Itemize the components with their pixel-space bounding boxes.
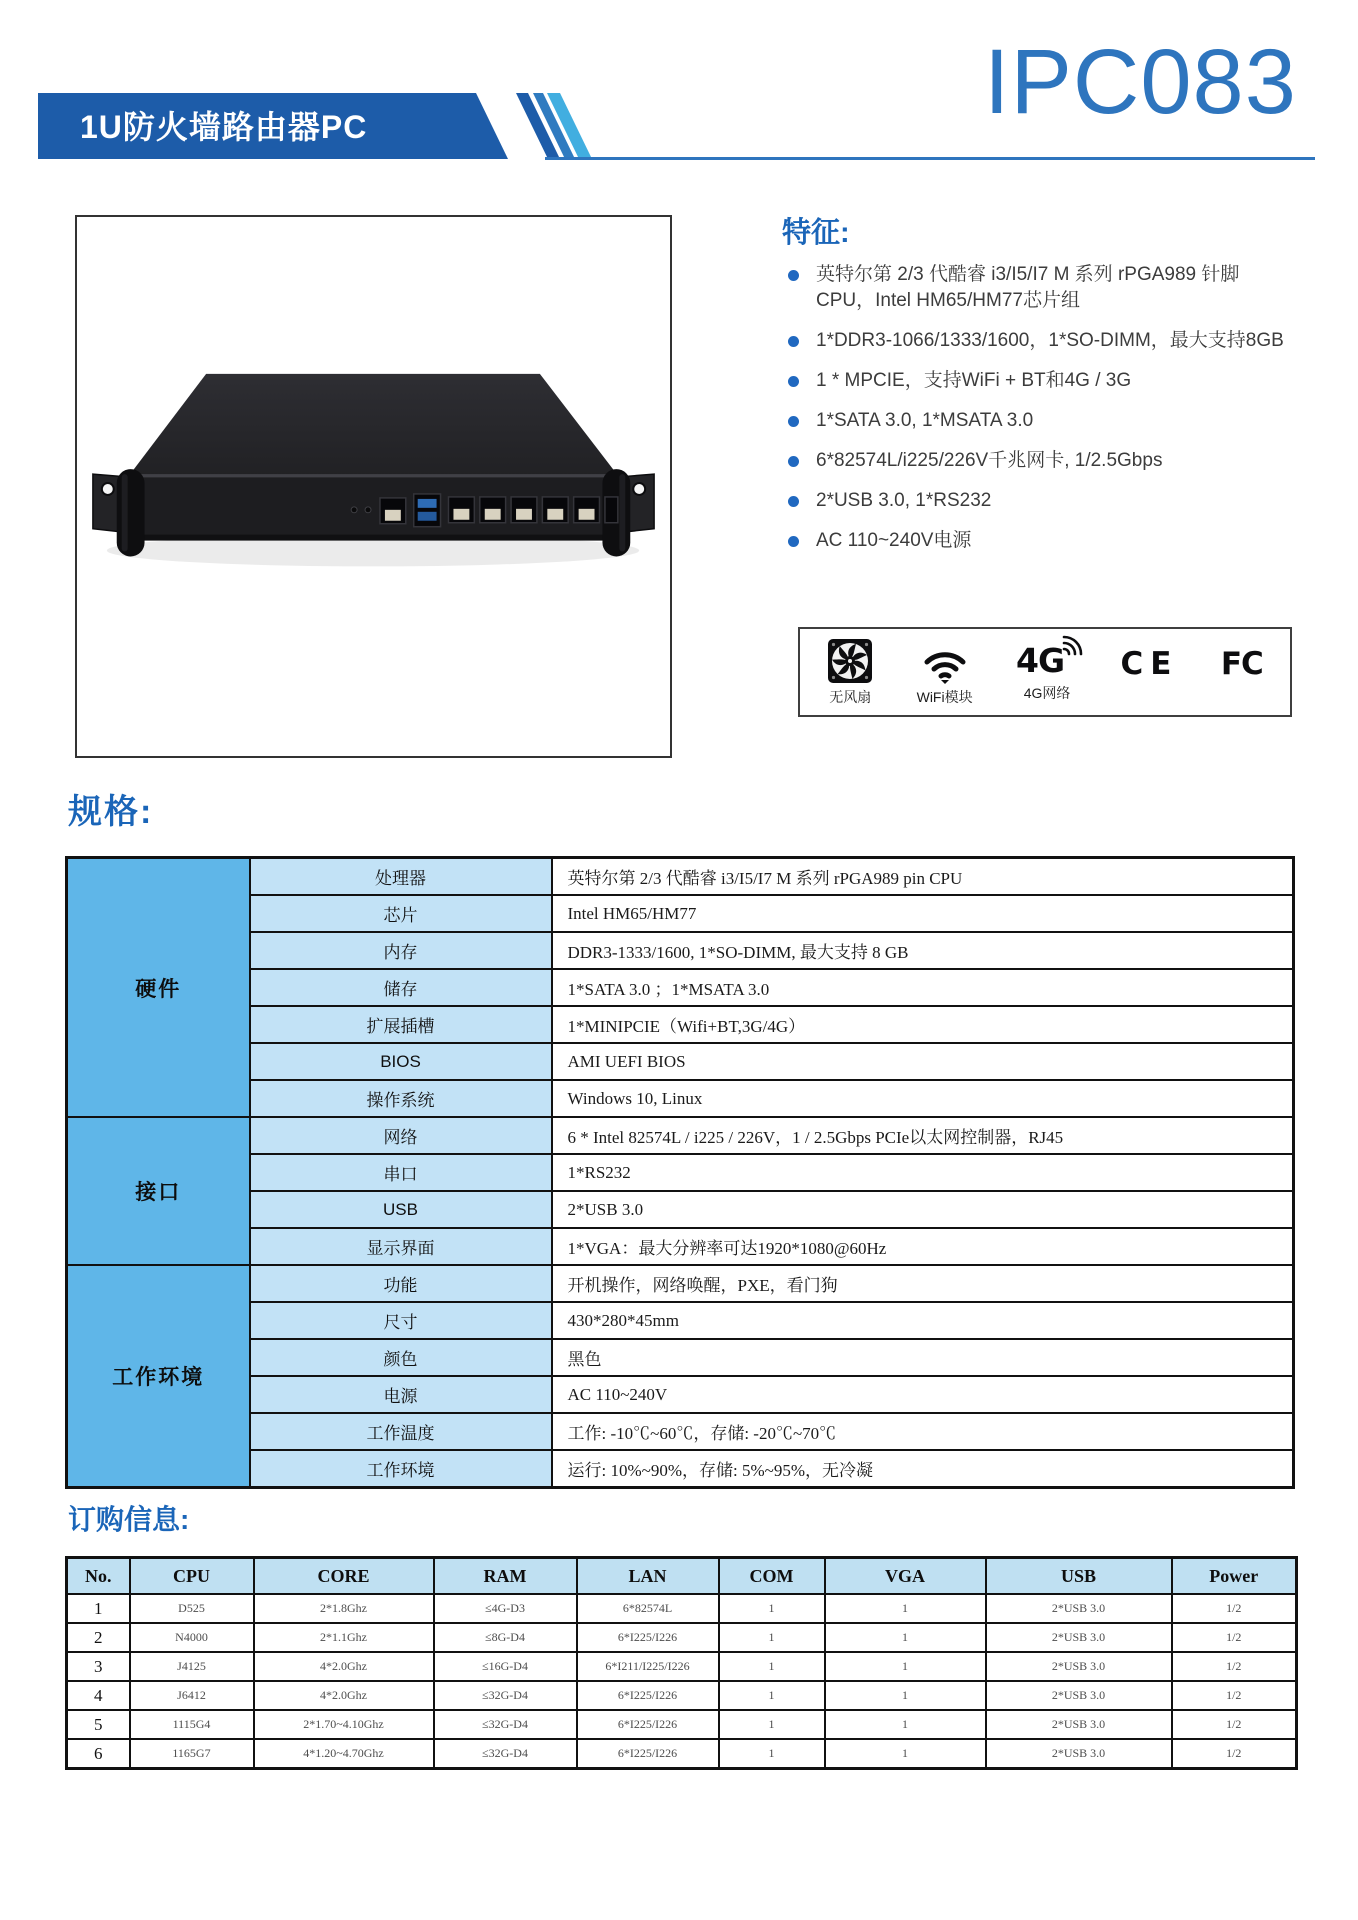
order-cell: ≤8G-D4 [434,1623,577,1652]
order-cell: 1 [67,1594,130,1623]
spec-value-cell: 1*VGA：最大分辨率可达1920*1080@60Hz [552,1228,1294,1265]
feature-text: 1*DDR3-1066/1333/1600，1*SO-DIMM，最大支持8GB [816,330,1284,351]
table-row [67,1080,1294,1117]
spec-heading: 规格: [68,793,154,831]
spec-label-cell: 网络 [250,1117,552,1154]
spec-value-cell: AC 110~240V [552,1376,1294,1413]
order-cell: 6*I225/I226 [577,1681,719,1710]
order-cell: 4*1.20~4.70Ghz [254,1739,434,1769]
feature-text: 1 * MPCIE，支持WiFi + BT和4G / 3G [816,370,1132,391]
spec-value-cell: 430*280*45mm [552,1302,1294,1339]
spec-label-cell: BIOS [250,1043,552,1080]
bullet-icon [788,496,799,507]
order-cell: 1115G4 [130,1710,254,1739]
order-cell: 6*I225/I226 [577,1739,719,1769]
spec-label-cell: 工作温度 [250,1413,552,1450]
table-row [67,1154,1294,1191]
table-row [67,858,1294,896]
order-cell: 4 [67,1681,130,1710]
table-row [67,1413,1294,1450]
spec-value-cell: 运行: 10%~90%，存储: 5%~95%，无冷凝 [552,1450,1294,1488]
spec-value-cell: Windows 10, Linux [552,1080,1294,1117]
spec-label-cell: 芯片 [250,895,552,932]
order-cell: 2*1.1Ghz [254,1623,434,1652]
order-cell: 1/2 [1172,1623,1297,1652]
spec-value-cell: 6 * Intel 82574L / i225 / 226V，1 / 2.5Gbps PCIe以太网控制器，RJ45 [552,1117,1294,1154]
order-cell: 2*USB 3.0 [986,1652,1172,1681]
order-cell: 5 [67,1710,130,1739]
order-cell: 1 [719,1710,825,1739]
spec-category-cell: 工作环境 [67,1265,250,1488]
order-cell: 2*USB 3.0 [986,1739,1172,1769]
bullet-icon [788,270,799,281]
cert-fcc [1221,646,1263,682]
bullet-icon [788,336,799,347]
order-cell: 1/2 [1172,1681,1297,1710]
product-photo-frame [75,215,672,758]
order-cell: 6*I225/I226 [577,1623,719,1652]
spec-value-cell: 2*USB 3.0 [552,1191,1294,1228]
spec-label-cell: 颜色 [250,1339,552,1376]
spec-label-cell: 尺寸 [250,1302,552,1339]
table-row [67,1450,1294,1488]
spec-table [65,856,1295,1489]
table-row [67,1710,1297,1739]
fanless-icon [827,638,873,684]
table-row [67,1594,1297,1623]
feature-item [784,408,1292,434]
4g-logo-text: 4G [1016,641,1065,680]
feature-item [784,488,1292,514]
order-heading: 订购信息: [68,1504,190,1535]
order-col-header: CPU [130,1558,254,1595]
spec-value-cell: 1*SATA 3.0 ；1*MSATA 3.0 [552,969,1294,1006]
spec-value-cell: 1*MINIPCIE（Wifi+BT,3G/4G） [552,1006,1294,1043]
order-cell: 1165G7 [130,1739,254,1769]
order-cell: 2*USB 3.0 [986,1710,1172,1739]
table-row [67,1265,1294,1302]
spec-category-cell: 接口 [67,1117,250,1265]
order-cell: 6*I225/I226 [577,1710,719,1739]
order-cell: 1 [825,1739,986,1769]
order-cell: 1 [719,1652,825,1681]
order-col-header: CORE [254,1558,434,1595]
table-row [67,1228,1294,1265]
table-row [67,1376,1294,1413]
bullet-icon [788,376,799,387]
feature-text: 2*USB 3.0, 1*RS232 [816,490,992,511]
spec-label-cell: 电源 [250,1376,552,1413]
header-divider [545,157,1315,160]
order-cell: 1 [825,1681,986,1710]
table-row [67,1043,1294,1080]
feature-text: AC 110~240V电源 [816,530,972,551]
order-cell: 4*2.0Ghz [254,1652,434,1681]
page-title: 1U防火墙路由器PC [80,109,368,145]
order-cell: 2*USB 3.0 [986,1594,1172,1623]
table-row [67,969,1294,1006]
ce-mark-icon: CE [1120,646,1179,682]
table-row [67,1191,1294,1228]
order-cell: 3 [67,1652,130,1681]
order-col-header: USB [986,1558,1172,1595]
order-cell: 1 [719,1681,825,1710]
order-cell: ≤32G-D4 [434,1681,577,1710]
cert-fanless [827,638,873,707]
table-row [67,1739,1297,1769]
order-cell: 1 [825,1710,986,1739]
feature-text: 1*SATA 3.0, 1*MSATA 3.0 [816,410,1034,431]
order-table [65,1556,1298,1770]
table-row [67,1623,1297,1652]
spec-label-cell: 扩展插槽 [250,1006,552,1043]
table-row [67,1006,1294,1043]
order-cell: ≤16G-D4 [434,1652,577,1681]
order-cell: 1/2 [1172,1594,1297,1623]
bullet-icon [788,416,799,427]
spec-label-cell: 处理器 [250,858,552,896]
spec-value-cell: AMI UEFI BIOS [552,1043,1294,1080]
order-col-header: No. [67,1558,130,1595]
feature-item [784,368,1292,394]
features-heading: 特征: [782,217,850,249]
order-cell: 2*1.8Ghz [254,1594,434,1623]
spec-value-cell: 开机操作，网络唤醒，PXE，看门狗 [552,1265,1294,1302]
feature-item [784,448,1292,474]
spec-label-cell: 显示界面 [250,1228,552,1265]
spec-label-cell: 储存 [250,969,552,1006]
table-row [67,1302,1294,1339]
order-cell: 4*2.0Ghz [254,1681,434,1710]
feature-item [784,262,1292,314]
order-header-row [67,1558,1297,1595]
feature-text: 英特尔第 2/3 代酷睿 i3/I5/I7 M 系列 rPGA989 针脚CPU，Intel HM65/HM77芯片组 [816,264,1240,311]
feature-item [784,328,1292,354]
table-row [67,1652,1297,1681]
spec-label-cell: 串口 [250,1154,552,1191]
cert-4g [1016,641,1078,703]
order-cell: J6412 [130,1681,254,1710]
cert-wifi [916,638,974,707]
order-cell: 1/2 [1172,1739,1297,1769]
order-cell: 1 [825,1623,986,1652]
order-cell: ≤32G-D4 [434,1710,577,1739]
order-cell: 1/2 [1172,1652,1297,1681]
table-row [67,932,1294,969]
order-cell: ≤32G-D4 [434,1739,577,1769]
fanless-label: 无风扇 [829,688,872,705]
4g-network-icon [1016,641,1078,680]
spec-value-cell: Intel HM65/HM77 [552,895,1294,932]
order-cell: 1 [825,1652,986,1681]
spec-value-cell: 1*RS232 [552,1154,1294,1191]
spec-value-cell: 黑色 [552,1339,1294,1376]
order-cell: 2*1.70~4.10Ghz [254,1710,434,1739]
spec-label-cell: 功能 [250,1265,552,1302]
wifi-label: WiFi模块 [916,688,973,705]
order-cell: ≤4G-D3 [434,1594,577,1623]
order-cell: 2*USB 3.0 [986,1681,1172,1710]
spec-value-cell: 英特尔第 2/3 代酷睿 i3/I5/I7 M 系列 rPGA989 pin CPU [552,858,1294,896]
chassis-illustration-icon [77,217,670,756]
order-cell: 6 [67,1739,130,1769]
order-cell: 2*USB 3.0 [986,1623,1172,1652]
order-col-header: LAN [577,1558,719,1595]
order-cell: 1 [719,1739,825,1769]
spec-label-cell: 操作系统 [250,1080,552,1117]
order-cell: 1 [719,1623,825,1652]
spec-value-cell: 工作: -10℃~60℃，存储: -20℃~70℃ [552,1413,1294,1450]
order-cell: N4000 [130,1623,254,1652]
order-col-header: Power [1172,1558,1297,1595]
order-cell: 6*82574L [577,1594,719,1623]
certification-strip [798,627,1292,717]
product-model: IPC083 [984,31,1297,133]
fcc-mark-icon: FC [1220,646,1263,682]
order-col-header: RAM [434,1558,577,1595]
table-row [67,895,1294,932]
feature-text: 6*82574L/i225/226V千兆网卡, 1/2.5Gbps [816,450,1163,471]
order-cell: J4125 [130,1652,254,1681]
order-cell: 2 [67,1623,130,1652]
spec-label-cell: 内存 [250,932,552,969]
order-cell: 1 [825,1594,986,1623]
order-cell: D525 [130,1594,254,1623]
bullet-icon [788,456,799,467]
order-col-header: VGA [825,1558,986,1595]
order-col-header: COM [719,1558,825,1595]
spec-value-cell: DDR3-1333/1600, 1*SO-DIMM, 最大支持 8 GB [552,932,1294,969]
table-row [67,1339,1294,1376]
order-cell: 6*I211/I225/I226 [577,1652,719,1681]
order-cell: 1 [719,1594,825,1623]
4g-signal-arcs-icon [1060,632,1084,656]
feature-item [784,528,1292,554]
table-row [67,1681,1297,1710]
table-row [67,1117,1294,1154]
spec-label-cell: USB [250,1191,552,1228]
feature-list [784,262,1292,568]
bullet-icon [788,536,799,547]
spec-label-cell: 工作环境 [250,1450,552,1488]
spec-category-cell: 硬件 [67,858,250,1118]
cert-ce [1120,646,1178,682]
4g-label: 4G网络 [1023,685,1071,701]
wifi-icon [916,638,974,684]
order-cell: 1/2 [1172,1710,1297,1739]
